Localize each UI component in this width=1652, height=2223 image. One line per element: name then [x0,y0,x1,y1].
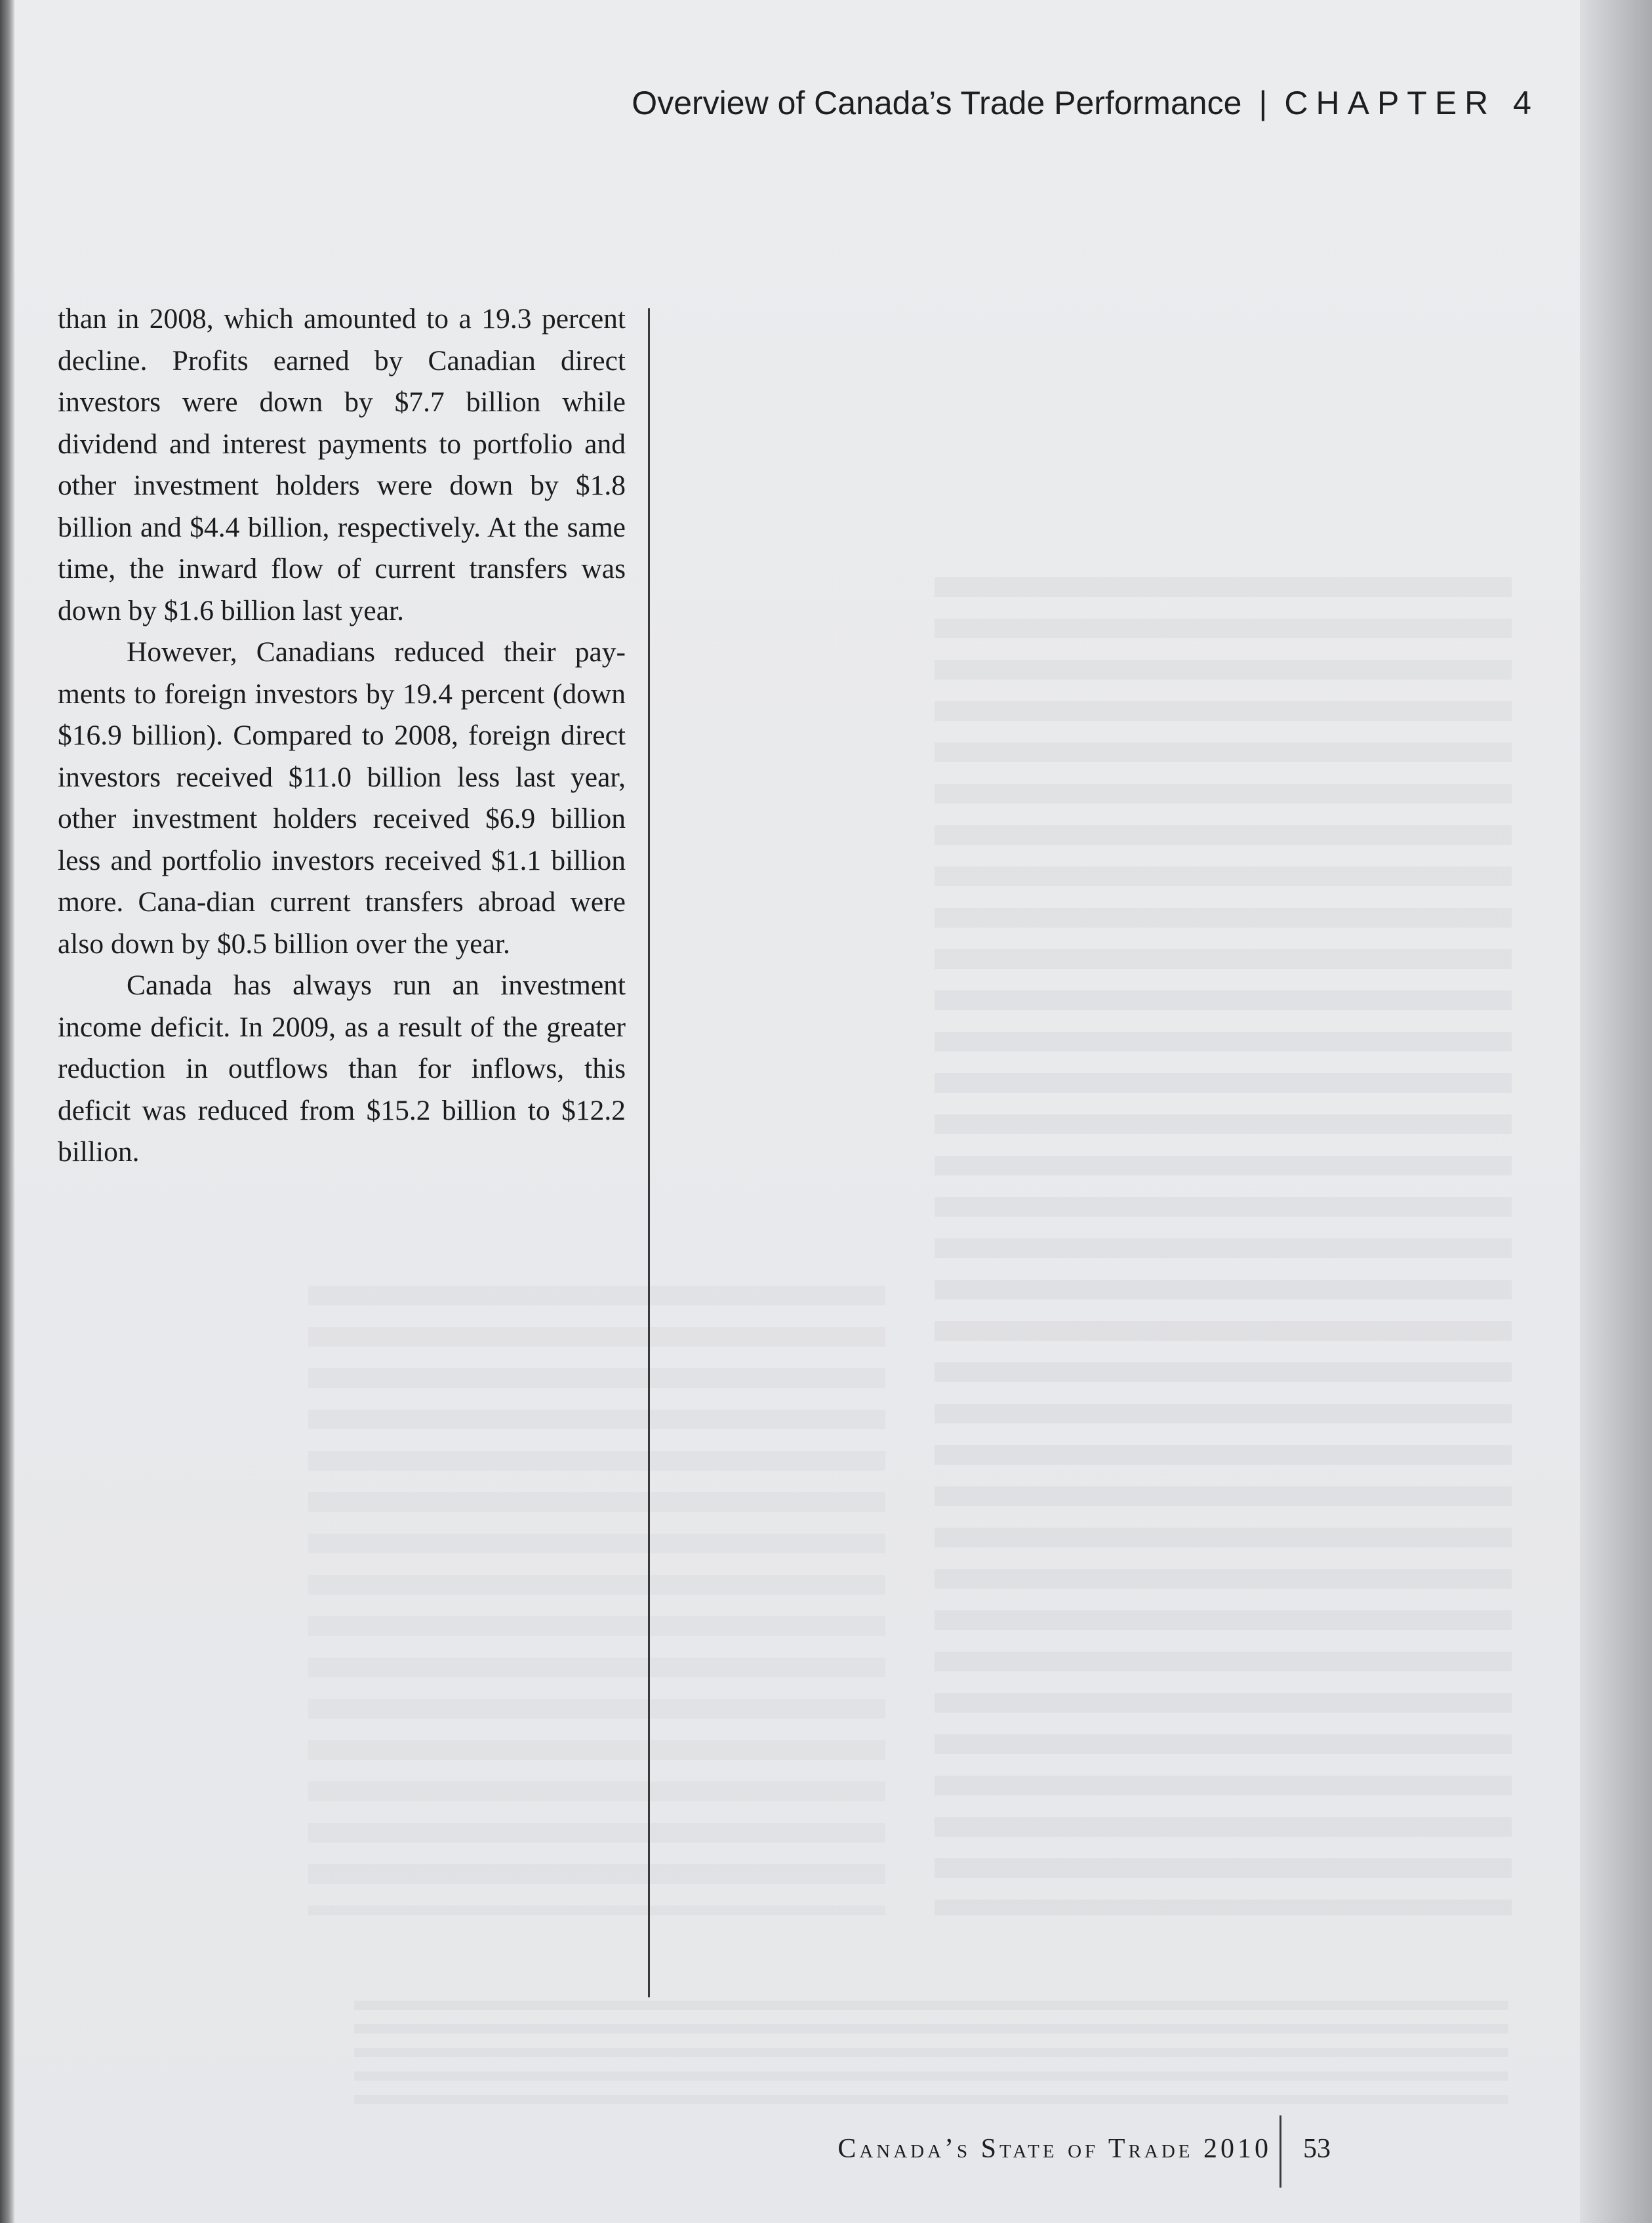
body-text-column [58,298,626,1173]
scan-edge-left [0,0,14,2223]
footer-divider [1279,2115,1281,2188]
page-number: 53 [1303,2134,1331,2164]
paragraph-2: However, Canadians reduced their pay-ments to foreign investors by 19.4 percent (down $16.9 billion). Compared to 2008, foreign direct investors received $11.0 billion less last year, other investment holders received $6.9 billion less and portfolio investors received $1.1 billion more. Cana-dian current transfers abroad were also down by $0.5 billion over the year. [58,636,626,960]
bleed-through-text-middle [308,1286,885,1915]
bleed-through-text-right [935,577,1512,1915]
paragraph-1: than in 2008, which amounted to a 19.3 percent decline. Profits earned by Canadian direct investors were down by $7.7 billion while dividend and interest payments to portfolio and other investment holders were down by $1.8 billion and $4.4 billion, respectively. At the same time, the inward flow of current transfers was down by $1.6 billion last year. [58,303,626,626]
header-separator: | [1259,85,1268,121]
paragraph-3: Canada has always run an investment income deficit. In 2009, as a result of the greater reduction in outflows than for inflows, this deficit was reduced from $15.2 billion to $12.2 billion. [58,969,626,1168]
running-header [632,84,1539,122]
scan-edge-right [1580,0,1652,2223]
column-divider [648,308,650,1997]
bleed-through-footnotes [354,2001,1508,2112]
footer-publication-title: Canada’s State of Trade 2010 [837,2134,1272,2164]
header-title: Overview of Canada’s Trade Performance [632,85,1242,121]
header-chapter: CHAPTER 4 [1284,85,1539,121]
